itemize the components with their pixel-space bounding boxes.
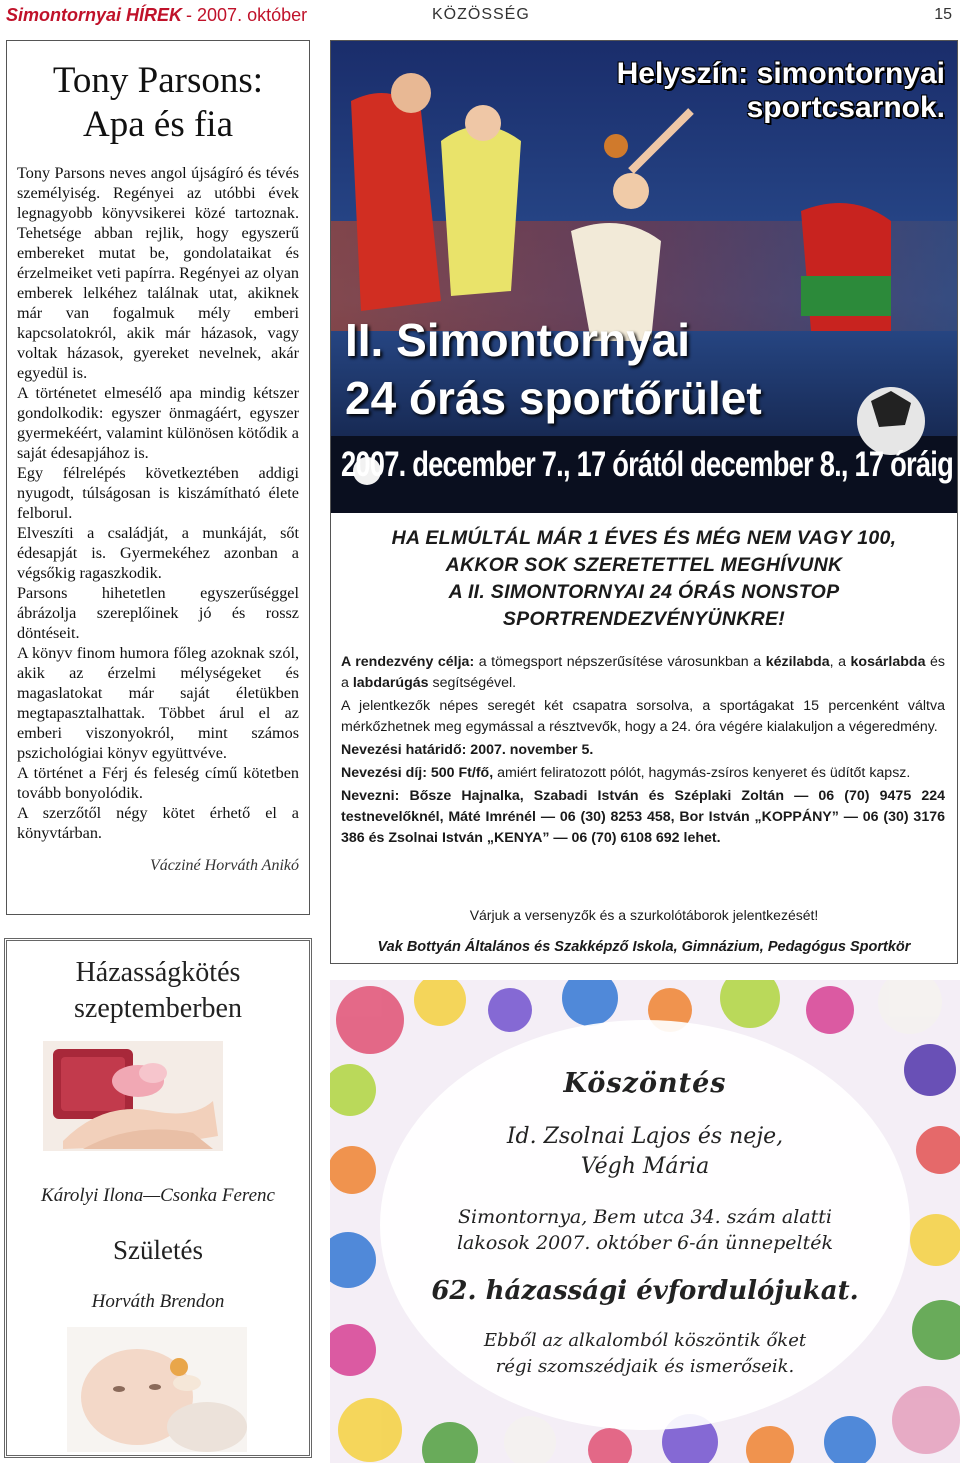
baby-photo: [67, 1327, 247, 1452]
registration-deadline: Nevezési határidő: 2007. november 5.: [341, 742, 594, 758]
article-paragraph: Tony Parsons neves angol újságíró és tévés személyiség. Regényei az utóbbi évek legnagyobb könyvsikerei közé tartoznak. Tehetsége abban rejlik, hogy egyszerű embereket mutat be, gondolataikat és érzelmeiket veti papírra. Regényei az olyan emberek lelkéhez találnak utat, akiknek már van fogalmuk mély emberi kapcsolatokról, akik már házasok, vagy voltak házasok, gyereket nevelnek, akár egyedül is.: [17, 164, 299, 382]
wedding-title: Házasságkötés szeptemberben: [74, 957, 242, 1024]
family-news-box: [4, 938, 312, 1458]
greeting-title: Köszöntés: [563, 1068, 727, 1099]
event-poster: [331, 41, 957, 513]
greeting-line: Végh Mária: [580, 1154, 710, 1179]
invitation-headline: HA ELMÚLTÁL MÁR 1 ÉVES ÉS MÉG NEM VAGY 100, AKKOR SOK SZERETETTEL MEGHÍVUNK A II. SIMONTORNYAI 24 ÓRÁS NONSTOP SPORTRENDEZVÉNYÜNKRE!: [391, 527, 897, 630]
article-title: Tony Parsons: Apa és fia: [52, 60, 264, 145]
wedding-couple-names: Károlyi Ilona—Csonka Ferenc: [41, 1185, 275, 1206]
wedding-hands-photo: [43, 1041, 223, 1151]
book-review-article: [6, 40, 310, 915]
article-paragraph: Parsons hihetetlen egyszerűséggel ábrázolja szereplőinek jó és rossz döntéseit.: [17, 584, 299, 642]
registration-fee: Nevezési díj: 500 Ft/fő, amiért feliratozott pólót, hagymás-zsíros kenyeret és üdítőt kapsz.: [341, 765, 911, 781]
greeting-line: régi szomszédjaik és ismerőseik.: [495, 1356, 795, 1377]
event-dates: 2007. december 7., 17 órától december 8., 17 óráig: [341, 445, 953, 484]
article-paragraph: A történet a Férj és feleség című kötetben tovább bonyolódik.: [17, 764, 299, 802]
event-rules: A jelentkezők népes seregét két csapatra sorsolva, a sportágakat 15 percenként váltva mérkőzhetnek meg egymással a résztvevők, hogy a 24. óra végére kialakuljon a végeredmény.: [341, 698, 945, 735]
baby-name: Horváth Brendon: [91, 1291, 225, 1312]
issue-date: - 2007. október: [186, 5, 308, 25]
event-details: [341, 652, 945, 851]
publication-name: Simontornyai HÍREK - 2007. október: [6, 5, 308, 25]
section-name: KÖZÖSSÉG: [432, 6, 530, 23]
event-title: II. Simontornyai: [345, 314, 691, 366]
greeting-line: lakosok 2007. október 6-án ünnepelték: [456, 1232, 834, 1254]
event-organizer: Vak Bottyán Általános és Szakképző Iskola, Gimnázium, Pedagógus Sportkör: [377, 939, 911, 955]
page-header: [0, 0, 960, 30]
article-paragraph: A szerzőtől négy kötet érhető el a könyvtárban.: [17, 804, 299, 842]
greeting-line: Simontornya, Bem utca 34. szám alatti: [458, 1206, 832, 1228]
birth-title: Születés: [113, 1235, 203, 1265]
event-location: Helyszín: simontornyai sportcsarnok.: [616, 57, 945, 124]
event-goal: A rendezvény célja: a tömegsport népszerűsítése városunkban a kézilabda, a kosárlabda és a labdarúgás segítségével.: [341, 654, 946, 691]
registration-contacts: Nevezni: Bősze Hajnalka, Szabadi István és Széplaki Zoltán — 06 (70) 9475 224 testnevelőknél, Máté Imrénél — 06 (30) 8253 458, Bor István „KOPPÁNY” — 06 (30) 3176 386 és Zsolnai István „KENYA” — 06 (70) 6108 692 lehet.: [341, 788, 945, 846]
article-paragraph: Egy félrelépés következtében addigi nyugodt, túlságosan is kiszámítható élete felborul.: [17, 464, 299, 522]
article-paragraph: A könyv finom humora főleg azoknak szól, akik az érzelmi mélységeket és magaslatokat már saját életükben megtapasztalhattak. Többet árul el az emberi viszonyokról, mint számos pszichológiai könyv együttvéve.: [17, 644, 299, 762]
article-paragraph: Elveszíti a családját, a munkáját, sőt édesapját is. Gyermekéhez azonban a végsőkig ragaszkodik.: [17, 524, 299, 582]
greeting-text: [400, 1024, 890, 1384]
event-subtitle: 24 órás sportőrület: [345, 372, 762, 424]
page-number: 15: [934, 6, 952, 23]
article-paragraph: A történetet elmesélő apa mindig kétszer gondolkodik: egyszer önmagáért, egyszer gyermekéért, valamint különösen kötődik a saját édesapjához is.: [17, 384, 299, 462]
greeting-line: Id. Zsolnai Lajos és neje,: [506, 1124, 784, 1149]
greeting-line: Ebből az alkalomból köszöntik őket: [483, 1330, 807, 1351]
greeting-card: [330, 980, 960, 1463]
greeting-anniversary: 62. házassági évfordulójukat.: [431, 1276, 859, 1306]
event-call-to-action: Várjuk a versenyzők és a szurkolótáborok jelentkezését!: [469, 907, 819, 923]
sport-event-box: [330, 40, 958, 964]
article-signature: Vácziné Horváth Anikó: [149, 857, 299, 874]
